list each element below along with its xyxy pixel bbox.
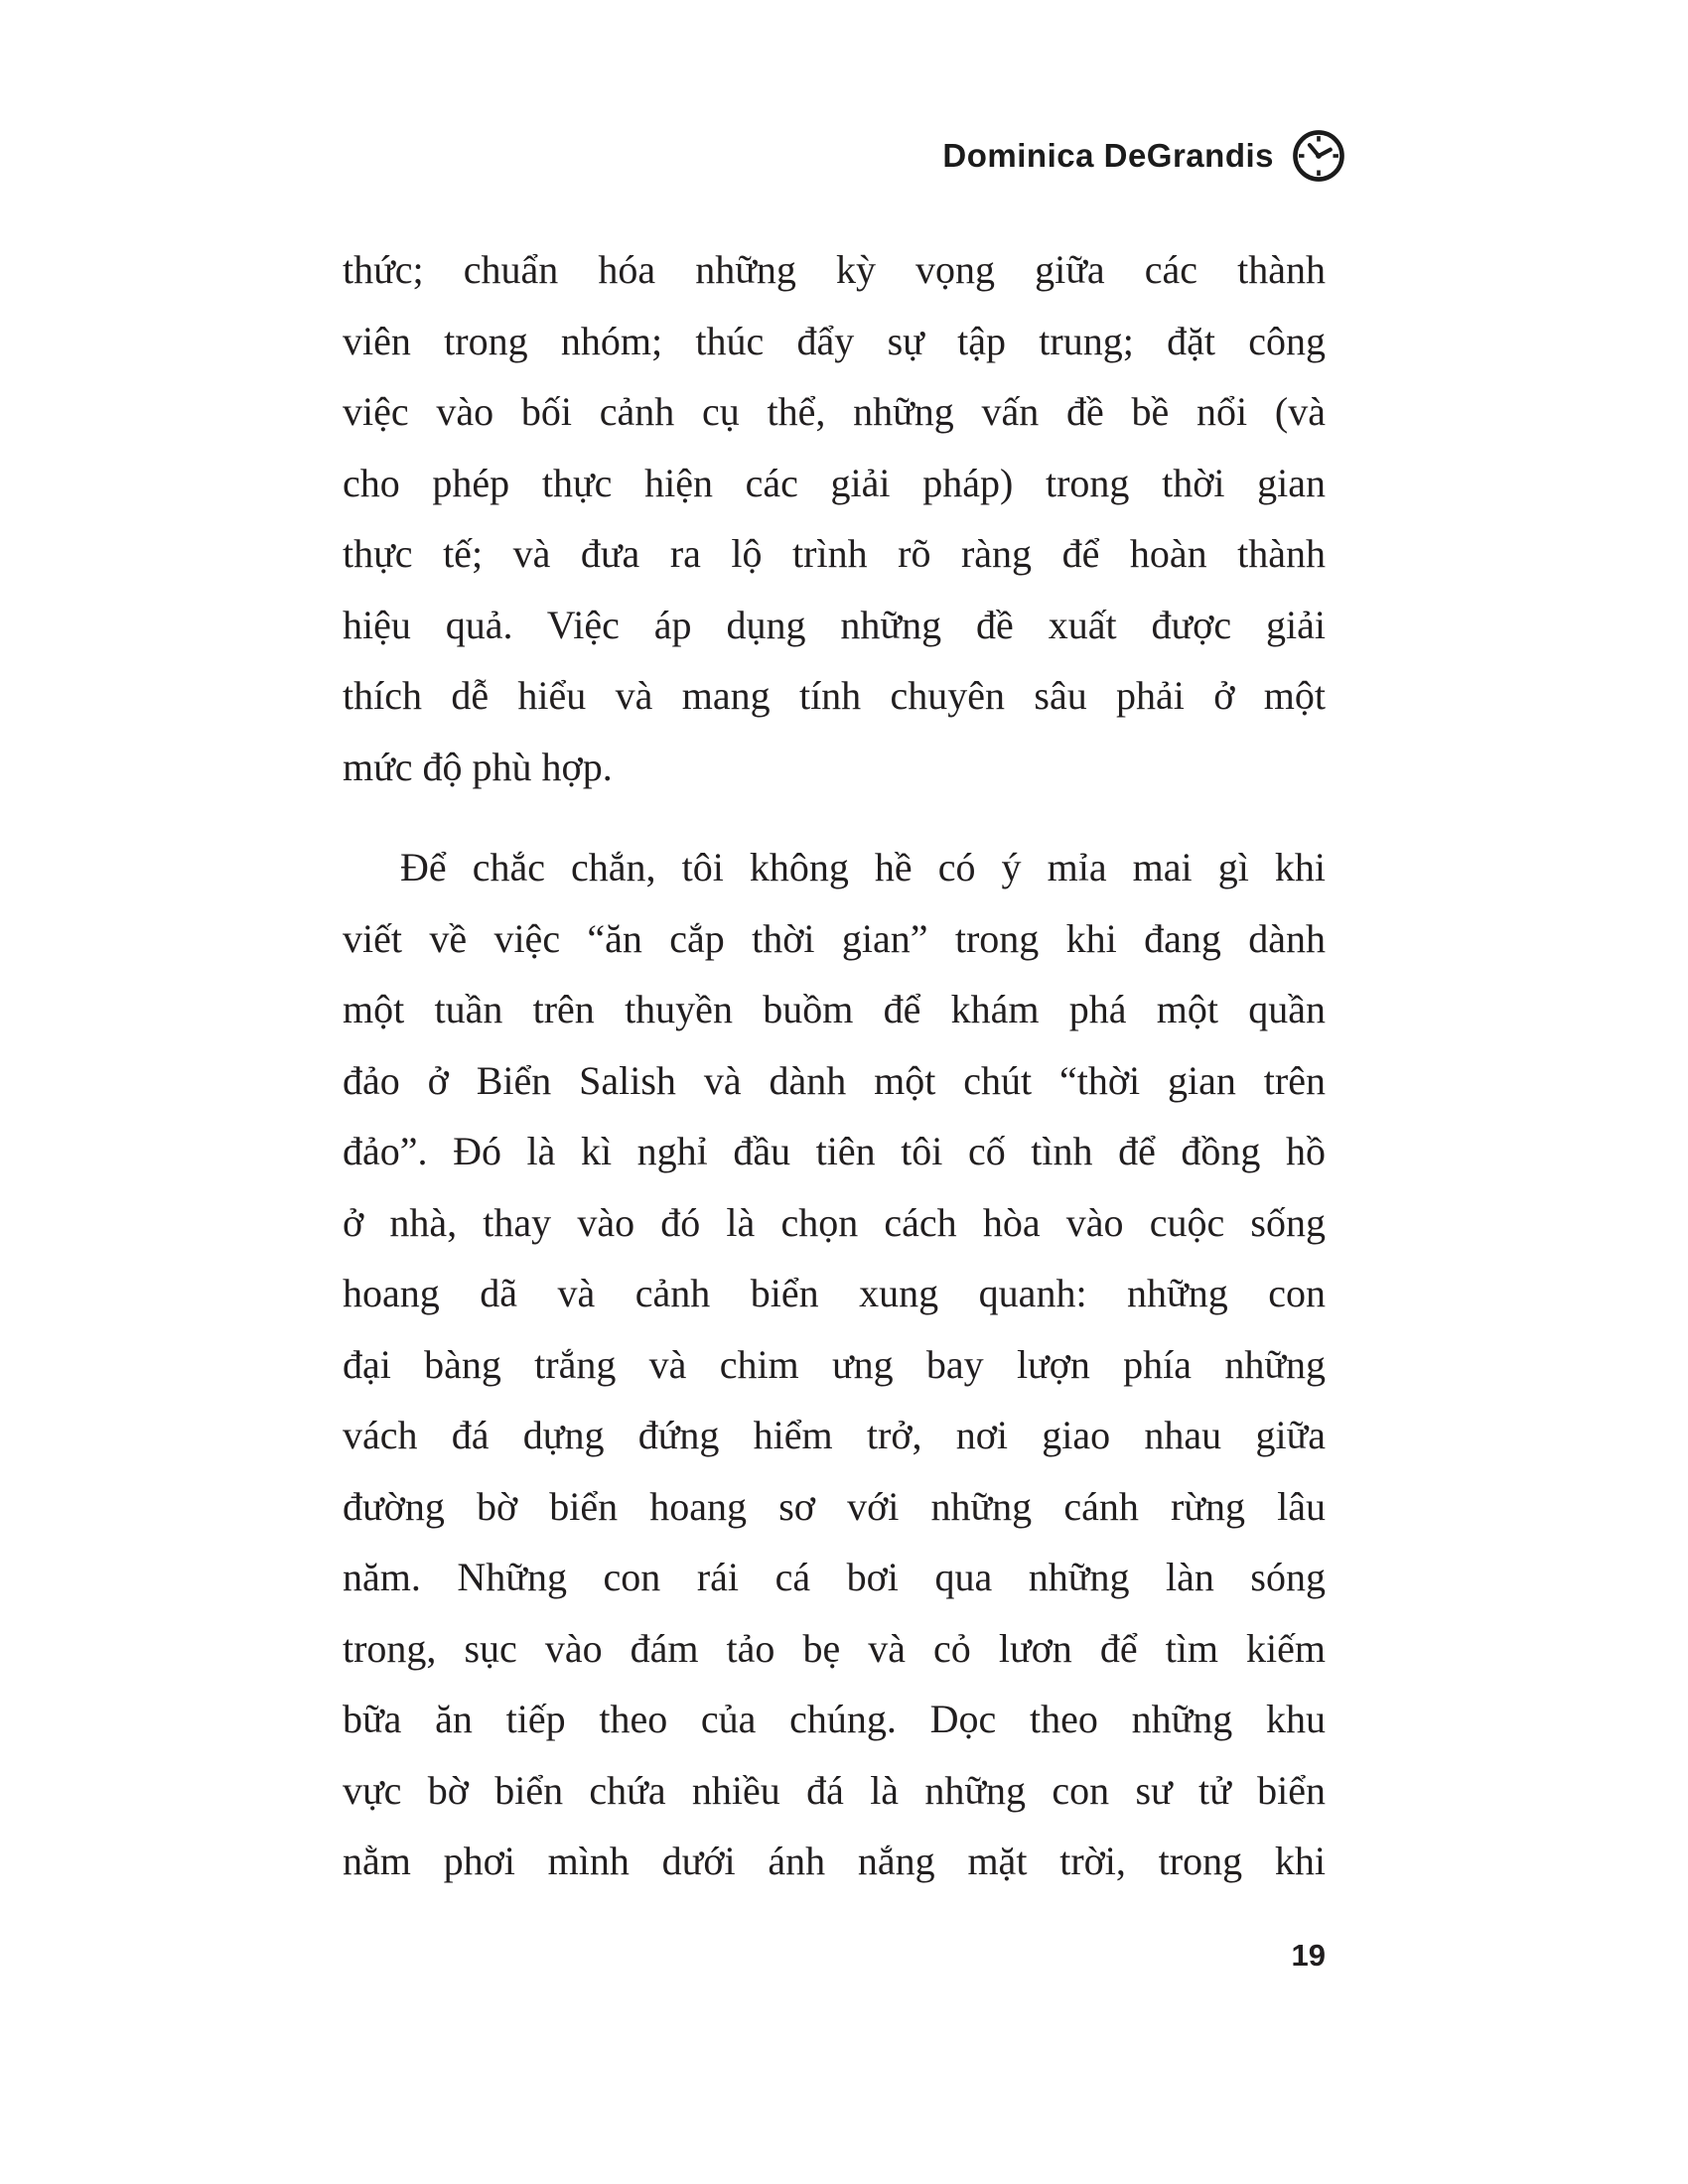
text-line: viên trong nhóm; thúc đẩy sự tập trung; đặt công	[343, 318, 1326, 363]
text-line: hiệu quả. Việc áp dụng những đề xuất được giải	[343, 602, 1326, 647]
text-line: thức; chuẩn hóa những kỳ vọng giữa các thành	[343, 247, 1326, 292]
text-line: nằm phơi mình dưới ánh nắng mặt trời, trong khi	[343, 1839, 1326, 1883]
text-line: đường bờ biển hoang sơ với những cánh rừng lâu	[343, 1483, 1326, 1529]
text-line: viết về việc “ăn cắp thời gian” trong khi đang dành	[343, 915, 1326, 961]
text-line: Để chắc chắn, tôi không hề có ý mỉa mai gì khi	[400, 845, 1326, 889]
text-line: trong, sục vào đám tảo bẹ và cỏ lươn để tìm kiếm	[343, 1625, 1326, 1671]
text-line: năm. Những con rái cá bơi qua những làn sóng	[343, 1555, 1326, 1599]
author-name: Dominica DeGrandis	[942, 137, 1274, 174]
text-line: vách đá dựng đứng hiểm trở, nơi giao nhau giữa	[343, 1413, 1326, 1457]
text-line: cho phép thực hiện các giải pháp) trong thời gian	[343, 460, 1326, 505]
paragraph-2	[343, 832, 1326, 1897]
text-line: thực tế; và đưa ra lộ trình rõ ràng để hoàn thành	[343, 531, 1326, 576]
paragraph-1	[343, 234, 1326, 802]
text-line: ở nhà, thay vào đó là chọn cách hòa vào cuộc sống	[343, 1199, 1326, 1245]
text-line: đảo”. Đó là kì nghỉ đầu tiên tôi cố tình để đồng hồ	[343, 1129, 1326, 1173]
clock-icon	[1290, 127, 1347, 185]
text-line: vực bờ biển chứa nhiều đá là những con sư tử biển	[343, 1767, 1326, 1813]
text-line: một tuần trên thuyền buồm để khám phá một quần	[343, 987, 1326, 1031]
text-line: mức độ phù hợp.	[343, 744, 613, 789]
text-line: hoang dã và cảnh biển xung quanh: những con	[343, 1271, 1326, 1315]
page-header	[343, 127, 1347, 185]
text-line: bữa ăn tiếp theo của chúng. Dọc theo những khu	[343, 1697, 1326, 1741]
text-line: đại bàng trắng và chim ưng bay lượn phía những	[343, 1341, 1326, 1387]
body-text	[343, 234, 1326, 1897]
text-line: việc vào bối cảnh cụ thể, những vấn đề bề nổi (và	[343, 389, 1326, 434]
text-line: thích dễ hiểu và mang tính chuyên sâu phải ở một	[343, 673, 1326, 718]
text-line: đảo ở Biển Salish và dành một chút “thời gian trên	[343, 1057, 1326, 1103]
page-number: 19	[1291, 1938, 1326, 1973]
